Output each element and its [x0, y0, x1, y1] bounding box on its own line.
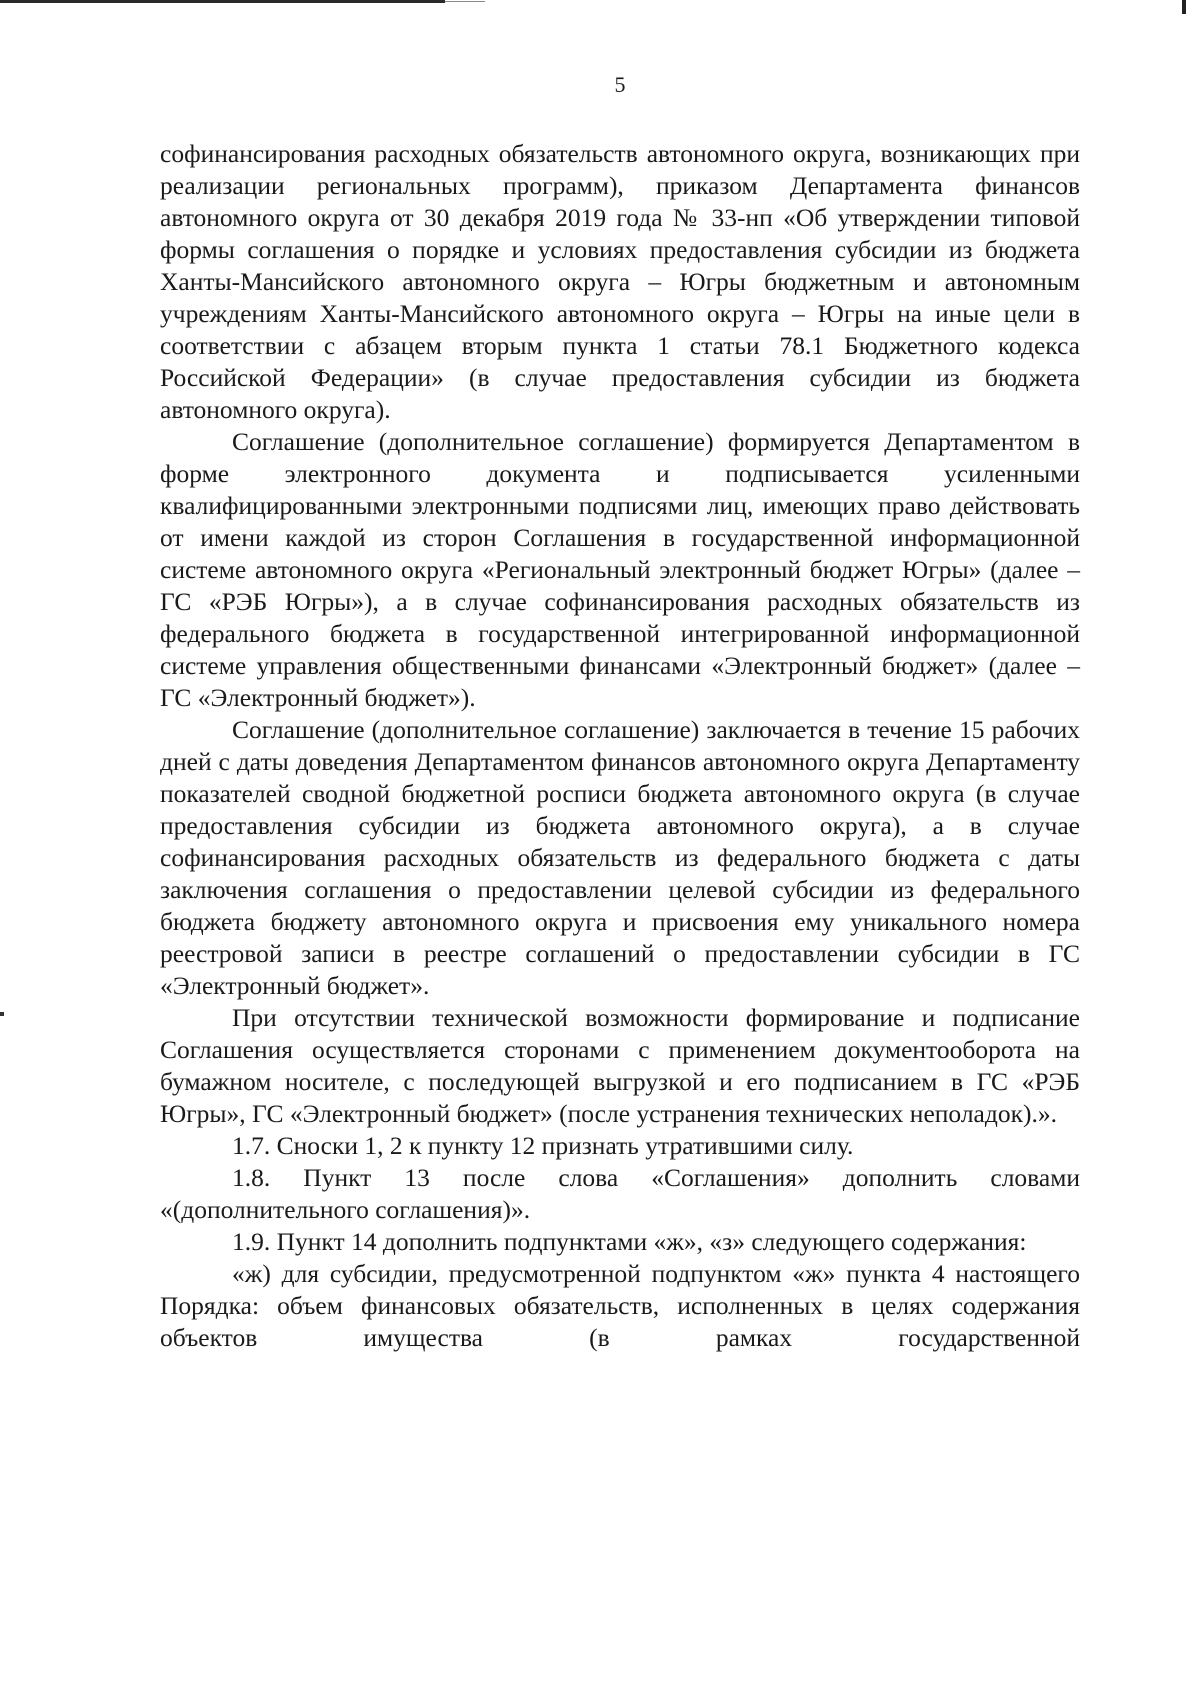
paragraph: «ж) для субсидии, предусмотренной подпунктом «ж» пункта 4 настоящего Порядка: объем финансовых обязательств, исполненных в целях содержания объектов имущества (в рамках государственной — [160, 1259, 1080, 1352]
scan-artifact-dot — [0, 1012, 4, 1016]
paragraph: софинансирования расходных обязательств автономного округа, возникающих при реализации региональных программ), приказом Департамента финансов автономного округа от 30 декабря 2019 года № 33-нп «Об утверждении типовой формы соглашения о порядке и условиях предоставления субсидии из бюджета Ханты-Мансийского автономного округа – Югры бюджетным и автономным учреждениям Ханты-Мансийского автономного округа – Югры на иные цели в соответствии с абзацем вторым пункта 1 статьи 78.1 Бюджетного кодекса Российской Федерации» (в случае предоставления субсидии из бюджета автономного округа). — [160, 139, 1080, 424]
paragraph: Соглашение (дополнительное соглашение) заключается в течение 15 рабочих дней с даты доведения Департаментом финансов автономного округа Департаменту показателей сводной бюджетной росписи бюджета автономного округа (в случае предоставления субсидии из бюджета автономного округа), а в случае софинансирования расходных обязательств из федерального бюджета с даты заключения соглашения о предоставлении целевой субсидии из федерального бюджета бюджету автономного округа и присвоения ему уникального номера реестровой записи в реестре соглашений о предоставлении субсидии в ГС «Электронный бюджет». — [160, 715, 1080, 1000]
paragraph: Соглашение (дополнительное соглашение) формируется Департаментом в форме электронного документа и подписывается усиленными квалифицированными электронными подписями лиц, имеющих право действовать от имени каждой из сторон Соглашения в государственной информационной системе автономного округа «Региональный электронный бюджет Югры» (далее – ГС «РЭБ Югры»), а в случае софинансирования расходных обязательств из федерального бюджета в государственной интегрированной информационной системе управления общественными финансами «Электронный бюджет» (далее – ГС «Электронный бюджет»). — [160, 427, 1080, 712]
paragraph: 1.8. Пункт 13 после слова «Соглашения» дополнить словами «(дополнительного соглашения)». — [160, 1163, 1080, 1224]
scan-artifact-line — [445, 1, 485, 2]
page-number: 5 — [614, 72, 626, 97]
document-body — [160, 138, 1080, 1354]
scan-artifact-line — [0, 0, 445, 3]
paragraph: 1.7. Сноски 1, 2 к пункту 12 признать утратившими силу. — [232, 1131, 854, 1160]
paragraph: При отсутствии технической возможности формирование и подписание Соглашения осуществляется сторонами с применением документооборота на бумажном носителе, с последующей выгрузкой и его подписанием в ГС «РЭБ Югры», ГС «Электронный бюджет» (после устранения технических неполадок).». — [160, 1003, 1080, 1128]
paragraph: 1.9. Пункт 14 дополнить подпунктами «ж», «з» следующего содержания: — [232, 1227, 1027, 1256]
scan-artifact-mark — [1182, 0, 1186, 14]
